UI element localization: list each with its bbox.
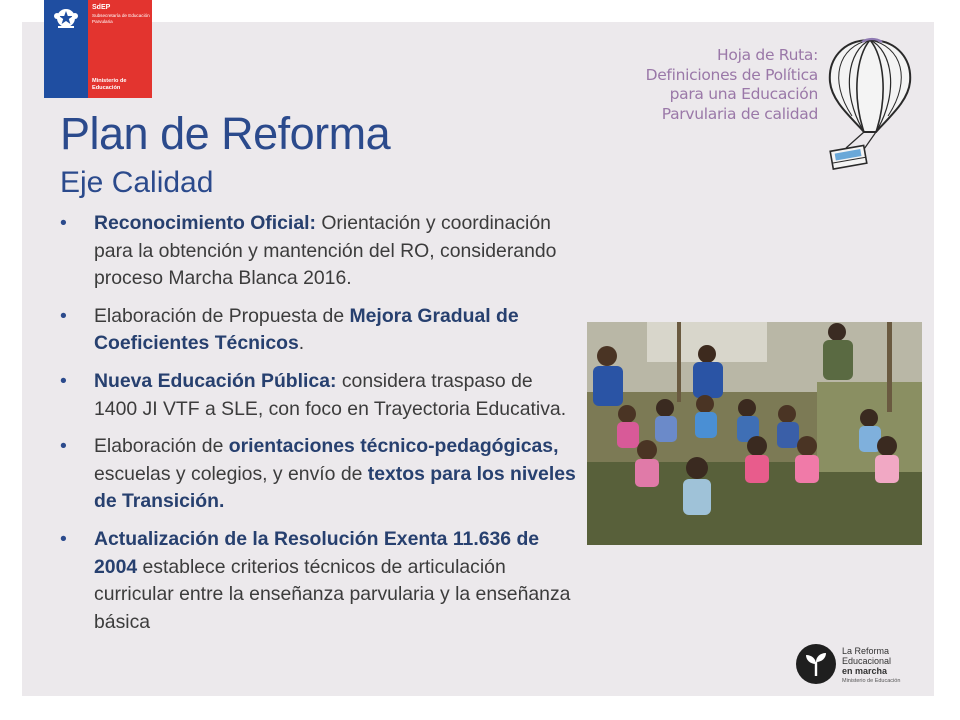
reforma-logo-circle [796, 644, 836, 684]
bullet-item-3 [56, 368, 576, 423]
reforma-line-1b: Educacional [842, 656, 892, 666]
bullet-2-bold: Mejora Gradual de Coeficientes Técnicos [94, 304, 519, 355]
bullet-2-text-end: . [298, 332, 305, 355]
bullet-4-text: Elaboración de [94, 435, 229, 458]
bullet-marker: • [60, 304, 67, 327]
logo-red-block [88, 0, 152, 98]
logo-blue-strip [44, 0, 88, 98]
reforma-logo-text [842, 646, 932, 686]
roadmap-line-1: Hoja de Ruta: [717, 46, 818, 64]
reforma-line-2: en marcha [842, 666, 888, 676]
bullet-4-text-mid: escuelas y colegios, y envío de [94, 462, 368, 485]
roadmap-caption [630, 46, 818, 124]
reforma-line-1: La Reforma [842, 646, 890, 656]
children-photo [587, 322, 922, 545]
bullet-2-text: Elaboración de Propuesta de [94, 304, 350, 327]
roadmap-line-2: Definiciones de Política [645, 65, 818, 84]
bullet-1-text: Orientación y coordinación para la obtención y mantención del RO, considerando proceso Marcha Blanca 2016. [94, 212, 557, 290]
reforma-educacional-logo [796, 642, 930, 686]
bullet-5-bold: Actualización de la Resolución Exenta 11.636 de 2004 [94, 527, 540, 578]
logo-sdep: SdEP [92, 4, 111, 11]
bullet-item-4 [56, 433, 576, 516]
sprout-icon [796, 644, 836, 684]
page-subtitle: Eje Calidad [60, 166, 214, 199]
bullet-4-bold-2: textos para los niveles de Transición. [94, 462, 576, 513]
children-photo-illustration [587, 322, 922, 545]
roadmap-line-3: para una Educación [669, 85, 818, 103]
reforma-line-3: Ministerio de Educación [842, 678, 901, 684]
bullet-item-5 [56, 526, 576, 636]
bullet-marker: • [60, 369, 67, 392]
bullet-item-1 [56, 210, 576, 293]
chile-coat-of-arms-icon [52, 4, 80, 30]
ministry-logo [44, 0, 152, 98]
hot-air-balloon-icon [822, 36, 918, 174]
bullet-marker: • [60, 527, 67, 550]
bullet-marker: • [60, 212, 67, 234]
bullet-3-text: considera traspaso de 1400 JI VTF a SLE, con foco en Trayectoria Educativa. [94, 369, 567, 420]
page-title: Plan de Reforma [60, 108, 391, 159]
bullet-1-bold: Reconocimiento Oficial: [94, 212, 316, 234]
bullet-item-2 [56, 303, 576, 358]
bullet-3-bold: Nueva Educación Pública: [94, 369, 337, 392]
logo-subsecretaria: Subsecretaría de Educación Parvularia [92, 13, 150, 24]
bullet-marker: • [60, 435, 67, 458]
bullet-5-text: establece criterios técnicos de articulación curricular entre la enseñanza parvularia y la enseñanza básica [94, 555, 571, 633]
roadmap-line-4: Parvularia de calidad [661, 104, 818, 123]
logo-ministerio: Ministerio de Educación [92, 78, 127, 91]
bullet-4-bold: orientaciones técnico-pedagógicas, [228, 435, 559, 458]
bullet-list [56, 210, 576, 646]
